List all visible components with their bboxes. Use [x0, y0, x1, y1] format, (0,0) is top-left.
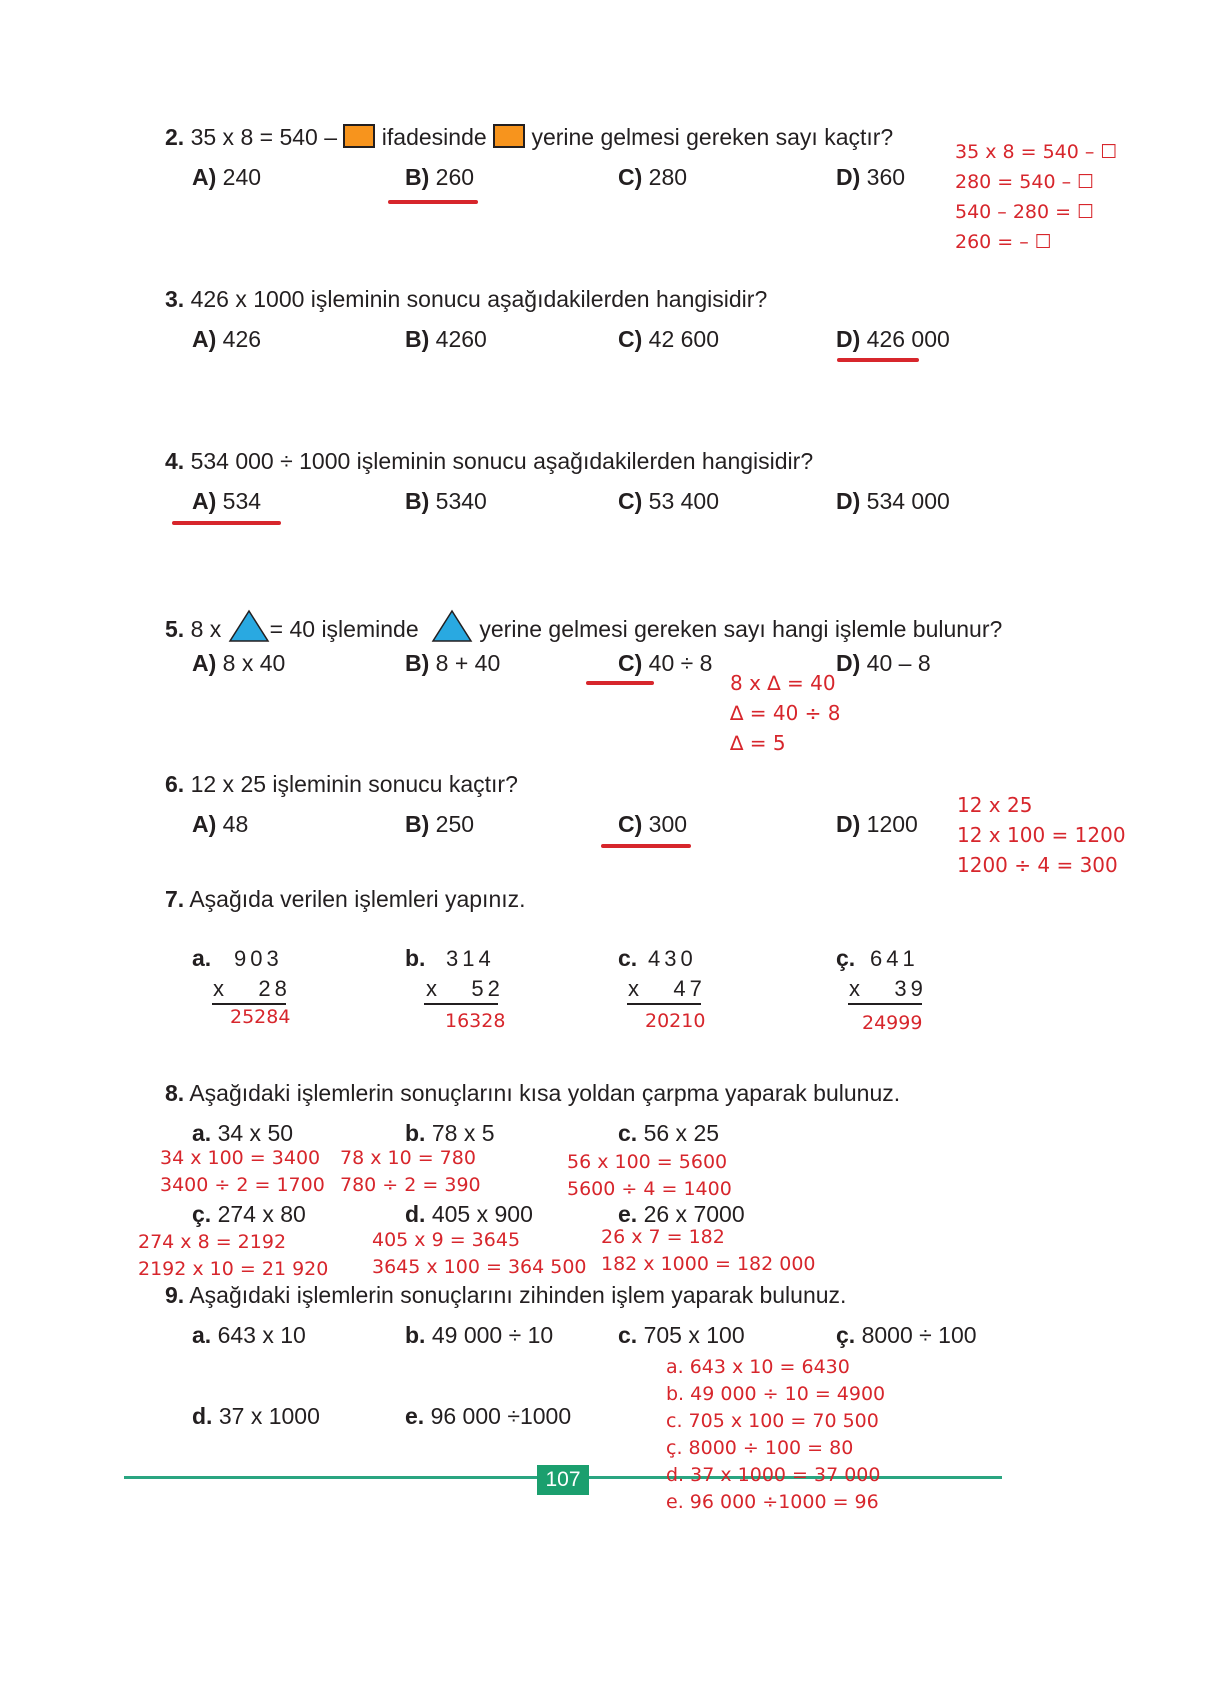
q3-stem — [165, 286, 767, 313]
option-text: 250 — [435, 811, 475, 837]
item-text: 37 x 1000 — [218, 1403, 320, 1429]
sum-line — [212, 1003, 286, 1005]
item-text: 705 x 100 — [643, 1322, 745, 1348]
item-label: a. — [192, 945, 212, 971]
sum-line — [424, 1003, 498, 1005]
q8-work-e — [601, 1224, 816, 1278]
work-line: 1200 ÷ 4 = 300 — [957, 853, 1118, 877]
option-label: A) — [192, 164, 217, 190]
work-line: ç. 8000 ÷ 100 = 80 — [666, 1437, 854, 1459]
work-line: c. 705 x 100 = 70 500 — [666, 1410, 879, 1432]
multiplicand: 641 — [870, 946, 919, 971]
q5-mid: = 40 işleminde — [269, 616, 419, 642]
q8-item-d — [405, 1201, 533, 1228]
q6-option-d[interactable] — [836, 811, 918, 838]
q2-mid: ifadesinde — [381, 124, 487, 150]
option-text: 8 + 40 — [435, 650, 501, 676]
option-text: 426 — [222, 326, 262, 352]
option-label: D) — [836, 811, 861, 837]
q9-item-a — [192, 1322, 306, 1349]
item-text: 78 x 5 — [431, 1120, 495, 1146]
work-line: 78 x 10 = 780 — [340, 1147, 476, 1169]
multiplier: x 39 — [849, 976, 927, 1001]
option-label: D) — [836, 164, 861, 190]
q4-option-b[interactable] — [405, 488, 487, 515]
item-label: b. — [405, 1322, 426, 1348]
option-label: B) — [405, 488, 430, 514]
item-label: c. — [618, 1120, 638, 1146]
option-text: 280 — [648, 164, 688, 190]
item-label: d. — [405, 1201, 426, 1227]
option-label: D) — [836, 488, 861, 514]
q2-work — [955, 137, 1117, 257]
q6-option-c[interactable] — [618, 811, 687, 838]
option-text: 53 400 — [648, 488, 720, 514]
item-label: b. — [405, 945, 426, 971]
q4-option-d[interactable] — [836, 488, 950, 515]
work-line: 780 ÷ 2 = 390 — [340, 1174, 481, 1196]
q7-number: 7. — [165, 886, 185, 912]
q5-pre: 8 x — [190, 616, 222, 642]
q8-item-c — [618, 1120, 719, 1147]
q5-stem — [165, 609, 1002, 643]
q7-text: Aşağıda verilen işlemleri yapınız. — [189, 886, 526, 912]
q4-option-a[interactable] — [192, 488, 261, 515]
option-label: A) — [192, 326, 217, 352]
work-line: b. 49 000 ÷ 10 = 4900 — [666, 1383, 886, 1405]
option-label: A) — [192, 811, 217, 837]
answer-underline — [837, 358, 919, 362]
multiplicand: 903 — [234, 946, 283, 971]
option-text: 534 000 — [866, 488, 950, 514]
sum-line — [848, 1003, 922, 1005]
q3-number: 3. — [165, 286, 185, 312]
option-label: B) — [405, 650, 430, 676]
multiplier: x 52 — [426, 976, 504, 1001]
q3-option-b[interactable] — [405, 326, 487, 353]
work-line: 26 x 7 = 182 — [601, 1226, 725, 1248]
q8-work-cc — [138, 1229, 328, 1283]
item-label: ç. — [836, 1322, 856, 1348]
q9-work — [666, 1354, 885, 1516]
q5-number: 5. — [165, 616, 185, 642]
option-text: 300 — [648, 811, 688, 837]
work-line: 405 x 9 = 3645 — [372, 1229, 521, 1251]
q2-post: yerine gelmesi gereken sayı kaçtır? — [531, 124, 894, 150]
q8-work-d — [372, 1227, 587, 1281]
answer-text: 20210 — [645, 1010, 706, 1032]
triangle-icon — [228, 609, 270, 643]
item-label: e. — [618, 1201, 638, 1227]
work-line: 182 x 1000 = 182 000 — [601, 1253, 816, 1275]
q4-number: 4. — [165, 448, 185, 474]
answer-text: 16328 — [445, 1010, 506, 1032]
q2-option-c[interactable] — [618, 164, 687, 191]
q6-stem — [165, 771, 518, 798]
q9-item-c — [618, 1322, 745, 1349]
item-text: 56 x 25 — [643, 1120, 720, 1146]
work-line: 8 x ∆ = 40 — [730, 671, 836, 695]
q6-text: 12 x 25 işleminin sonucu kaçtır? — [190, 771, 518, 797]
work-line: a. 643 x 10 = 6430 — [666, 1356, 850, 1378]
item-text: 643 x 10 — [217, 1322, 306, 1348]
option-text: 42 600 — [648, 326, 720, 352]
q8-number: 8. — [165, 1080, 185, 1106]
work-line: e. 96 000 ÷1000 = 96 — [666, 1491, 879, 1513]
option-label: B) — [405, 164, 430, 190]
work-line: d. 37 x 1000 = 37 000 — [666, 1464, 881, 1486]
orange-box-icon — [343, 124, 375, 148]
item-text: 8000 ÷ 100 — [861, 1322, 977, 1348]
item-label: a. — [192, 1322, 212, 1348]
work-line: 56 x 100 = 5600 — [567, 1151, 728, 1173]
q2-number: 2. — [165, 124, 185, 150]
q2-option-d[interactable] — [836, 164, 905, 191]
work-line: ∆ = 40 ÷ 8 — [730, 701, 841, 725]
option-text: 5340 — [435, 488, 487, 514]
orange-box-icon — [493, 124, 525, 148]
sum-line — [627, 1003, 701, 1005]
work-line: 5600 ÷ 4 = 1400 — [567, 1178, 732, 1200]
option-text: 4260 — [435, 326, 487, 352]
q8-work-c — [567, 1149, 732, 1203]
item-text: 26 x 7000 — [643, 1201, 745, 1227]
answer-underline — [586, 681, 654, 685]
work-line: ∆ = 5 — [730, 731, 786, 755]
item-text: 405 x 900 — [431, 1201, 533, 1227]
option-text: 240 — [222, 164, 262, 190]
item-label: a. — [192, 1120, 212, 1146]
answer-underline — [388, 200, 478, 204]
option-text: 534 — [222, 488, 262, 514]
multiplier: x 28 — [213, 976, 291, 1001]
work-line: 274 x 8 = 2192 — [138, 1231, 287, 1253]
q9-item-e — [405, 1403, 571, 1430]
q2-pre: 35 x 8 = 540 – — [190, 124, 338, 150]
item-label: e. — [405, 1403, 425, 1429]
q2-stem — [165, 124, 893, 151]
answer-underline — [601, 844, 691, 848]
q4-stem — [165, 448, 813, 475]
option-label: A) — [192, 488, 217, 514]
q3-option-a[interactable] — [192, 326, 261, 353]
option-label: C) — [618, 811, 643, 837]
q9-item-d — [192, 1403, 320, 1430]
q4-text: 534 000 ÷ 1000 işleminin sonucu aşağıdakilerden hangisidir? — [190, 448, 814, 474]
work-line: 3645 x 100 = 364 500 — [372, 1256, 587, 1278]
q8-text: Aşağıdaki işlemlerin sonuçlarını kısa yoldan çarpma yaparak bulunuz. — [189, 1080, 901, 1106]
option-label: C) — [618, 326, 643, 352]
triangle-icon — [431, 609, 473, 643]
option-text: 1200 — [866, 811, 918, 837]
option-label: D) — [836, 326, 861, 352]
option-label: C) — [618, 164, 643, 190]
work-line: 260 = – ☐ — [955, 231, 1052, 253]
item-text: 49 000 ÷ 10 — [431, 1322, 554, 1348]
q5-option-a[interactable] — [192, 650, 285, 677]
q3-option-c[interactable] — [618, 326, 719, 353]
answer-text: 25284 — [230, 1006, 291, 1028]
q6-number: 6. — [165, 771, 185, 797]
work-line: 34 x 100 = 3400 — [160, 1147, 321, 1169]
item-label: d. — [192, 1403, 213, 1429]
option-label: C) — [618, 650, 643, 676]
item-label: ç. — [192, 1201, 212, 1227]
option-text: 426 000 — [866, 326, 950, 352]
work-line: 3400 ÷ 2 = 1700 — [160, 1174, 325, 1196]
q5-work — [730, 668, 841, 758]
option-label: A) — [192, 650, 217, 676]
multiplier: x 47 — [628, 976, 706, 1001]
q5-option-d[interactable] — [836, 650, 931, 677]
option-text: 48 — [222, 811, 249, 837]
q8-stem — [165, 1080, 900, 1107]
option-text: 40 ÷ 8 — [648, 650, 713, 676]
q9-text: Aşağıdaki işlemlerin sonuçlarını zihinden işlem yaparak bulunuz. — [189, 1282, 847, 1308]
item-text: 96 000 ÷1000 — [430, 1403, 572, 1429]
q6-work — [957, 790, 1126, 880]
item-label: c. — [618, 1322, 638, 1348]
option-text: 260 — [435, 164, 475, 190]
work-line: 35 x 8 = 540 – ☐ — [955, 141, 1118, 163]
option-label: B) — [405, 326, 430, 352]
item-label: ç. — [836, 945, 856, 971]
q2-option-b[interactable] — [405, 164, 474, 191]
multiplicand: 314 — [446, 946, 495, 971]
q9-item-cc — [836, 1322, 977, 1349]
q8-item-a — [192, 1120, 293, 1147]
q8-item-cc — [192, 1201, 306, 1228]
item-text: 34 x 50 — [217, 1120, 294, 1146]
q9-item-b — [405, 1322, 553, 1349]
q8-item-b — [405, 1120, 495, 1147]
q9-number: 9. — [165, 1282, 185, 1308]
q3-option-d[interactable] — [836, 326, 950, 353]
q5-option-c[interactable] — [618, 650, 712, 677]
q2-option-a[interactable] — [192, 164, 261, 191]
option-label: C) — [618, 488, 643, 514]
q9-stem — [165, 1282, 846, 1309]
q5-post: yerine gelmesi gereken sayı hangi işlemle bulunur? — [479, 616, 1003, 642]
item-label: c. — [618, 945, 638, 971]
work-line: 12 x 100 = 1200 — [957, 823, 1126, 847]
q8-work-b — [340, 1145, 481, 1199]
multiplicand: 430 — [648, 946, 697, 971]
answer-text: 24999 — [862, 1012, 923, 1034]
item-text: 274 x 80 — [217, 1201, 306, 1227]
option-text: 8 x 40 — [222, 650, 286, 676]
item-label: b. — [405, 1120, 426, 1146]
answer-underline — [172, 521, 281, 525]
q8-work-a — [160, 1145, 325, 1199]
q6-option-a[interactable] — [192, 811, 248, 838]
q6-option-b[interactable] — [405, 811, 474, 838]
option-label: B) — [405, 811, 430, 837]
q3-text: 426 x 1000 işleminin sonucu aşağıdakilerden hangisidir? — [190, 286, 768, 312]
q7-stem — [165, 886, 526, 913]
q4-option-c[interactable] — [618, 488, 719, 515]
work-line: 280 = 540 – ☐ — [955, 171, 1095, 193]
work-line: 2192 x 10 = 21 920 — [138, 1258, 329, 1280]
page-number: 107 — [537, 1465, 589, 1495]
q5-option-b[interactable] — [405, 650, 500, 677]
option-text: 40 – 8 — [866, 650, 931, 676]
option-text: 360 — [866, 164, 906, 190]
work-line: 12 x 25 — [957, 793, 1033, 817]
work-line: 540 – 280 = ☐ — [955, 201, 1095, 223]
option-label: D) — [836, 650, 861, 676]
